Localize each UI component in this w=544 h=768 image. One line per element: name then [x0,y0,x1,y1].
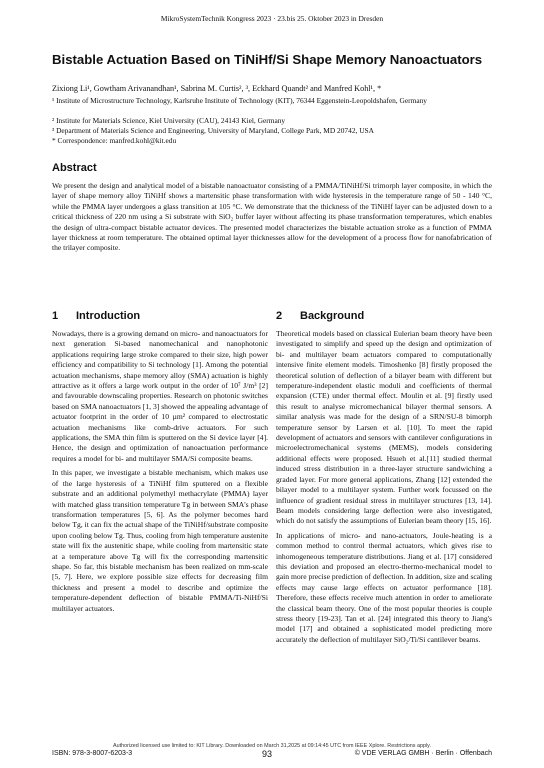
paragraph: Theoretical models based on classical Eulerian beam theory have been investigated to simplify and speed up the design and optimization of bi- and multilayer beam actuators compared to computationally intensive finite element models. Timoshenko [8] firstly proposed the theoretical solution of deflection of a bilayer beam with different but temperature-independent elastic moduli and coefficients of thermal expansion (CTE) under thermal effect. Moulin et al. [9] firstly used this result to analyse micromechanical bilayer thermal sensors. A similar analysis was made for the design of a SRN/SU-8 bimorph temperature sensor by Larsen et al. [10]. To meet the rapid development of actuators and sensors with cantilever configurations in microelectromechanical systems (MEMS), models considering additional effects were proposed. Hsueh et al.[11] studied thermal induced stress distribution in a three-layer structure sandwiching a graded layer. For more general applications, Zhang [12] extended the bilayer model to a multilayer system. Further work focussed on the influence of gradient residual stress in multilayer structures [13, 14]. Beam models considering large deflection were also investigated, which do not satisfy the assumptions of Eulerian beam theory [15, 16]. [276,329,492,526]
section-title: Background [300,310,365,322]
column-right [276,329,492,649]
section-number: 2 [276,310,283,322]
author-list: Zixiong Li¹, Gowtham Arivanandhan¹, Sabrina M. Curtis², ³, Eckhard Quandt² and Manfred Kohl¹, * [52,84,382,93]
license-notice: Authorized licensed use limited to: KIT Library. Downloaded on March 31,2025 at 09:14:45 UTC from IEEE Xplore. Restrictions apply. [113,743,431,749]
paragraph: Nowadays, there is a growing demand on micro- and nanoactuators for next generation Si-based nanomechanical and nanophotonic applications requiring large stroke compared to their size, high power efficiency and compatibility to Si technology [1]. Among the potential actuation mechanisms, shape memory alloy (SMA) actuation is highly attractive as it offers a large work output in the order of 10⁷ J/m³ [2] and favourable downscaling properties. Research on photonic switches based on SMA nanoactuators [1, 3] showed the appealing advantage of actuator footprint in the order of 10 µm² compared to electrostatic actuation mechanisms like comb-drive actuators. For such applications, the SMA thin film is sputtered on the Si device layer [4]. Hence, the design and optimization of nanoactuation performance requires a model for bi- and multilayer SMA/Si composite beams. [52,329,268,463]
isbn: ISBN: 978-3-8007-6203-3 [52,750,133,757]
column-left [52,329,268,618]
page-number: 93 [262,749,273,759]
abstract-heading: Abstract [52,162,97,174]
running-header: MikroSystemTechnik Kongress 2023 · 23.bis 25. Oktober 2023 in Dresden [160,14,384,23]
affiliation-2: ² Institute for Materials Science, Kiel University (CAU), 24143 Kiel, Germany [52,116,286,125]
publisher: © VDE VERLAG GMBH · Berlin · Offenbach [354,750,492,757]
paragraph: In applications of micro- and nano-actuators, Joule-heating is a common method to control thermal actuators, which gives rise to inhomogeneous temperature distributions. Jiang et al. [17] considered this deviation and proposed an electro-thermo-mechanical model to gain more precise prediction of deflection. In addition, size and scaling effects may cause large effects on actuator performance [18]. Therefore, these effects receive much attention in order to ameliorate the classical beam theory. One of the most popular theories is couple stress theory [19-23]. Tan et al. [24] integrated this theory to Jiang's model [17] and obtained a sophisticated model predicting more accurately the deflection of multilayer SiO₂/Ti/Si cantilever beams. [276,530,492,644]
paper-title: Bistable Actuation Based on TiNiHf/Si Shape Memory Nanoactuators [52,52,483,67]
correspondence: * Correspondence: manfred.kohl@kit.edu [52,136,177,145]
paragraph: In this paper, we investigate a bistable mechanism, which makes use of the large hysteresis of a TiNiHf film sputtered on a flexible substrate and an additional polymethyl methacrylate (PMMA) layer with matched glass transition temperature Tg in between SMA's phase transformation temperatures [5, 6]. As the polymer becomes hard below Tg, it can fix the actual shape of the TiNiHf/substrate composite upon cooling below Tg. Thus, cooling from high temperature austenite state will fix the austenitic shape, while cooling from martensitic state at a temperature above Tg will fix the corresponding martensitic shape. So far, this bistable mechanism has been realized on mm-scale [5, 7]. Here, we explore possible size effects for decreasing film thickness and present a model to describe and optimize the temperature-dependent deflection of bistable PMMA/Ti-NiHf/Si multilayer actuators. [52,468,268,613]
section-title: Introduction [76,310,141,322]
section-heading-introduction [52,310,140,322]
section-heading-background [276,310,364,322]
abstract-text: We present the design and analytical model of a bistable nanoactuator consisting of a PMMA/TiNiHf/Si trimorph layer composite, in which the layer of shape memory alloy TiNiHf shows a martensitic phase transformation with wide hysteresis in the temperature range of 50 - 140 °C, while the PMMA layer undergoes a glass transition at 105 °C. We demonstrate that the thickness of the TiNiHf layer can be adjusted down to a critical thickness of 220 nm using a Si substrate with SiO₂ buffer layer without affecting its phase transformation temperatures, which enables the design of ultra-compact bistable actuator devices. The presented model characterizes the bistable actuation stroke as a function of PMMA layer thickness at room temperature. The obtained optimal layer thicknesses allow for the development of a process flow for nanofabrication of the trilayer composite. [52,181,492,253]
section-number: 1 [52,310,59,322]
affiliation-3: ³ Department of Materials Science and Engineering, University of Maryland, College Park, MD 20742, USA [52,126,374,135]
affiliation-1: ¹ Institute of Microstructure Technology, Karlsruhe Institute of Technology (KIT), 76344 Eggenstein-Leopoldshafen, Germany [52,96,427,105]
